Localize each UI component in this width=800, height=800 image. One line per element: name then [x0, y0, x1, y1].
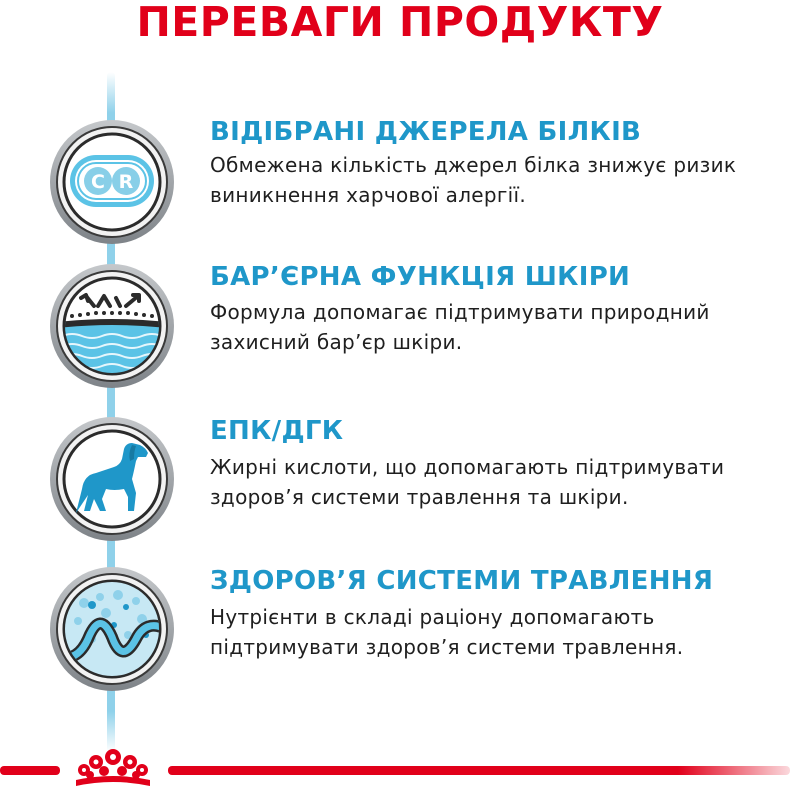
royal-canin-crown-logo — [66, 744, 160, 788]
page-title: ПЕРЕВАГИ ПРОДУКТУ — [136, 0, 664, 46]
feature-desc-line: підтримувати здоров’я системи травлення. — [210, 635, 684, 659]
feature-desc-line: захисний бар’єр шкіри. — [210, 330, 463, 354]
feature-title-skin: БАР’ЄРНА ФУНКЦІЯ ШКІРИ — [210, 262, 631, 292]
icon-letter-r: R — [118, 171, 134, 193]
feature-desc-line: Формула допомагає підтримувати природний — [210, 300, 710, 324]
skin-barrier-icon — [48, 262, 176, 390]
protein-sources-icon — [48, 118, 176, 246]
footer-line-left — [0, 766, 60, 775]
digestive-health-icon — [48, 565, 176, 693]
feature-title-digestive: ЗДОРОВ’Я СИСТЕМИ ТРАВЛЕННЯ — [210, 566, 714, 596]
dog-silhouette-icon — [48, 415, 176, 543]
feature-desc-line: здоров’я системи травлення та шкіри. — [210, 485, 629, 509]
icon-letter-c: C — [91, 171, 105, 193]
feature-desc-line: виникнення харчової алергії. — [210, 183, 527, 207]
footer-line-right — [168, 766, 790, 775]
feature-desc-line: Жирні кислоти, що допомагають підтримувати — [210, 455, 725, 479]
feature-desc-line: Нутрієнти в складі раціону допомагають — [210, 605, 655, 629]
feature-desc-line: Обмежена кількість джерел білка знижує ризик — [210, 153, 737, 177]
feature-title-protein: ВІДІБРАНІ ДЖЕРЕЛА БІЛКІВ — [210, 117, 642, 147]
feature-desc-protein — [210, 150, 785, 210]
feature-desc-epa-dha — [210, 452, 785, 512]
feature-title-epa-dha: ЕПК/ДГК — [210, 416, 344, 446]
feature-desc-skin — [210, 297, 785, 357]
feature-desc-digestive — [210, 602, 785, 662]
